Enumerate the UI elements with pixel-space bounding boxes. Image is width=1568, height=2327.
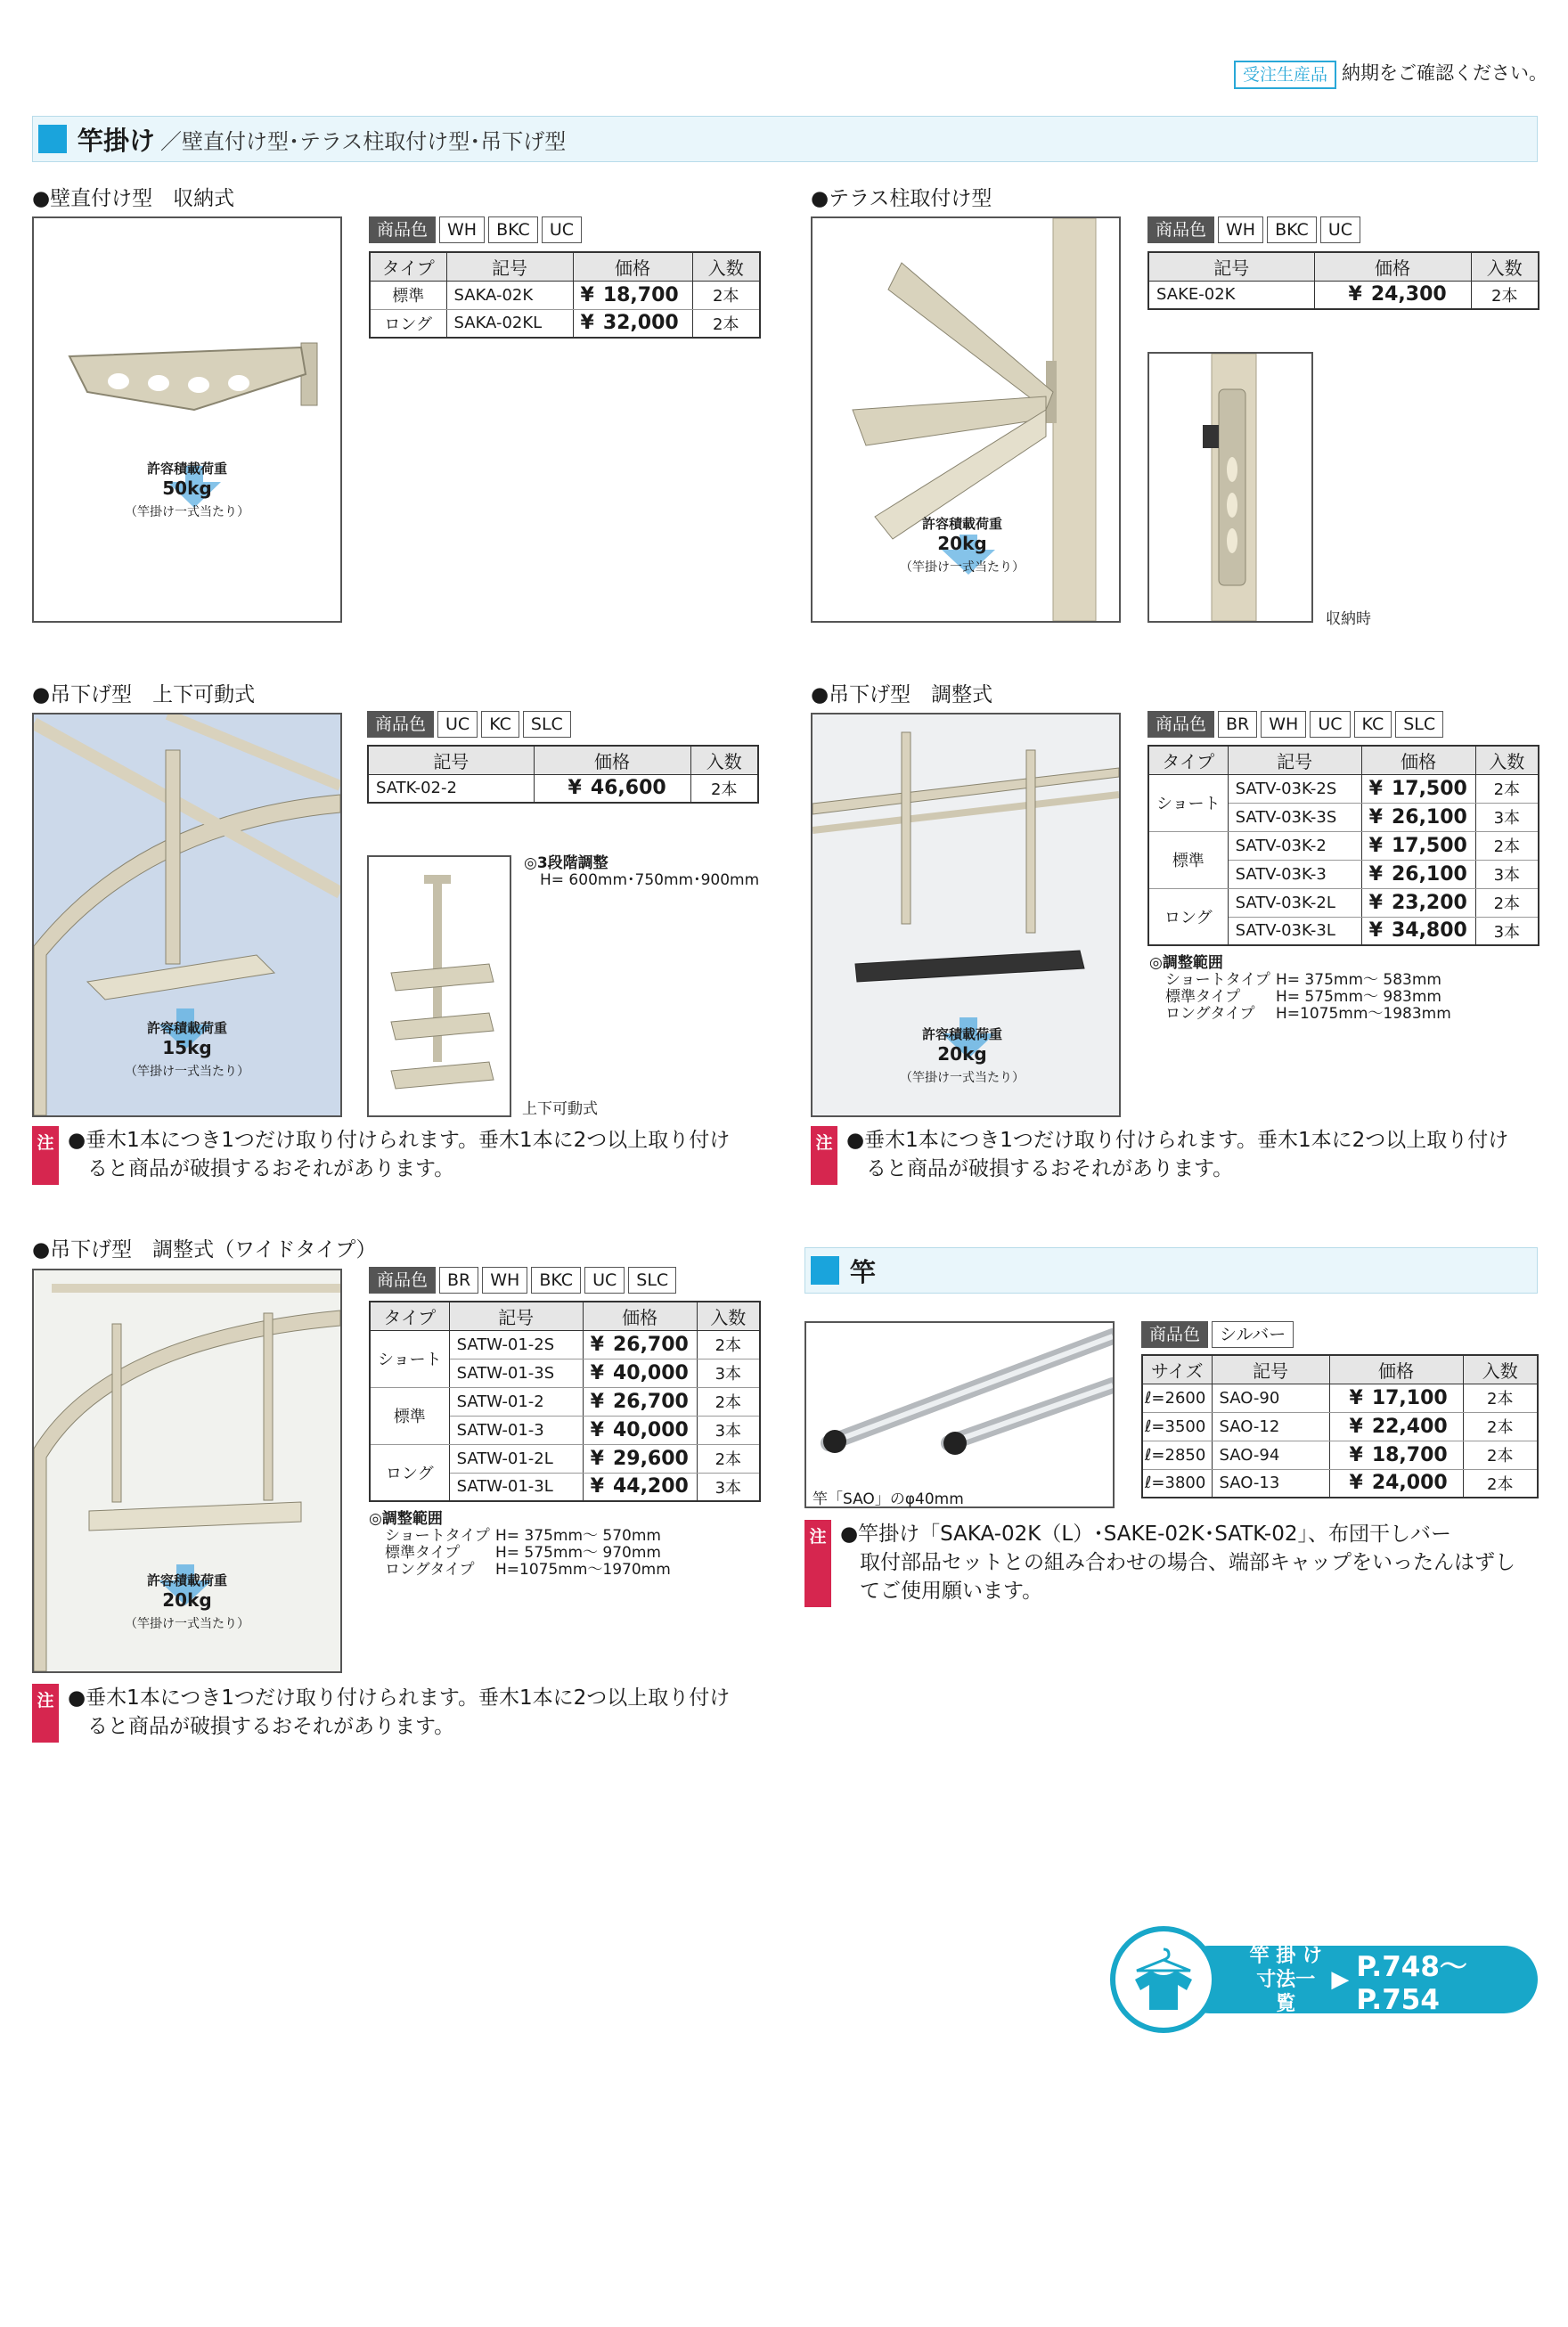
th-qty: 入数 bbox=[692, 252, 760, 281]
table-row bbox=[1142, 1412, 1538, 1441]
cell-code: SATV-03K-3S bbox=[1228, 803, 1361, 831]
cell-price: ¥ 32,000 bbox=[573, 309, 692, 338]
cell-price: ¥ 34,800 bbox=[1361, 917, 1475, 945]
th-qty: 入数 bbox=[1463, 1355, 1538, 1384]
hang-updown-caption: 上下可動式 bbox=[522, 1100, 598, 1118]
color-chip: BKC bbox=[488, 216, 538, 243]
adjust-line: 標準タイプ H= 575mm～ 983mm bbox=[1165, 988, 1441, 1006]
th-qty: 入数 bbox=[1471, 252, 1539, 281]
th-code: 記号 bbox=[446, 252, 573, 281]
color-chip: UC bbox=[1320, 216, 1360, 243]
load-value: 20kg bbox=[162, 1589, 212, 1611]
cell-price: ¥ 18,700 bbox=[1329, 1441, 1463, 1469]
table-row bbox=[1142, 1384, 1538, 1412]
cell-code: SATW-01-2 bbox=[449, 1387, 583, 1416]
section-title: 竿 bbox=[850, 1256, 877, 1287]
cell-code: SATW-01-2L bbox=[449, 1444, 583, 1473]
table-row bbox=[1142, 1441, 1538, 1469]
wall-price-table bbox=[369, 251, 761, 339]
wall-bracket-illustration bbox=[34, 218, 340, 621]
cell-qty: 3本 bbox=[1475, 860, 1539, 888]
cell-code: SAKA-02KL bbox=[446, 309, 573, 338]
order-badge: 受注生産品 bbox=[1234, 61, 1336, 89]
caution-tag: 注 bbox=[32, 1126, 59, 1185]
section-square-icon bbox=[38, 125, 67, 153]
section-square-icon bbox=[811, 1256, 839, 1285]
table-header-row bbox=[1148, 252, 1539, 281]
wall-title: ●壁直付け型 収納式 bbox=[32, 187, 235, 210]
cell-price: ¥ 17,100 bbox=[1329, 1384, 1463, 1412]
nav-pages: P.748～P.754 bbox=[1356, 1950, 1467, 2016]
th-code: 記号 bbox=[1148, 252, 1314, 281]
stored-caption: 収納時 bbox=[1326, 610, 1371, 628]
cell-price: ¥ 26,700 bbox=[583, 1387, 697, 1416]
cell-code: SATV-03K-3L bbox=[1228, 917, 1361, 945]
cell-price: ¥ 26,100 bbox=[1361, 860, 1475, 888]
color-chip: KC bbox=[1354, 711, 1392, 738]
hang-adjust-title: ●吊下げ型 調整式 bbox=[811, 683, 993, 706]
nav-label: 竿 掛 け 寸法一覧 bbox=[1249, 1944, 1322, 2015]
th-type: タイプ bbox=[1148, 746, 1228, 774]
cell-type: ショート bbox=[1148, 774, 1228, 831]
cell-code: SAKA-02K bbox=[446, 281, 573, 309]
load-value: 20kg bbox=[937, 1043, 987, 1065]
cell-type: ロング bbox=[1148, 888, 1228, 945]
caution-tag: 注 bbox=[32, 1684, 59, 1743]
cell-price: ¥ 23,200 bbox=[1361, 888, 1475, 917]
cell-price: ¥ 24,300 bbox=[1314, 281, 1471, 309]
th-price: 価格 bbox=[573, 252, 692, 281]
table-row bbox=[370, 281, 760, 309]
table-row bbox=[370, 1330, 760, 1359]
cell-code: SAO-12 bbox=[1212, 1412, 1329, 1441]
th-qty: 入数 bbox=[690, 746, 758, 774]
color-chip: BR bbox=[1218, 711, 1257, 738]
table-row bbox=[1148, 774, 1539, 803]
cell-qty: 3本 bbox=[697, 1416, 760, 1444]
pole-photo bbox=[804, 1321, 1115, 1508]
cell-price: ¥ 26,100 bbox=[1361, 803, 1475, 831]
cell-type: ショート bbox=[370, 1330, 449, 1387]
th-code: 記号 bbox=[1228, 746, 1361, 774]
load-value: 50kg bbox=[162, 478, 212, 499]
adjust-line: ロングタイプ H=1075mm～1970mm bbox=[385, 1561, 671, 1579]
cell-type: ロング bbox=[370, 1444, 449, 1501]
th-price: 価格 bbox=[1361, 746, 1475, 774]
th-price: 価格 bbox=[1329, 1355, 1463, 1384]
th-size: サイズ bbox=[1142, 1355, 1212, 1384]
cell-qty: 3本 bbox=[697, 1359, 760, 1387]
cell-qty: 2本 bbox=[692, 281, 760, 309]
table-header-row bbox=[370, 252, 760, 281]
color-chip: UC bbox=[437, 711, 478, 738]
hang-updown-price-table bbox=[367, 745, 759, 804]
adjust-head: ◎3段階調整 bbox=[524, 854, 608, 872]
table-row bbox=[368, 774, 758, 803]
colors-label: 商品色 bbox=[1141, 1321, 1208, 1348]
th-price: 価格 bbox=[1314, 252, 1471, 281]
caution-text: ●垂木1本につき1つだけ取り付けられます。垂木1本に2つ以上取り付け ると商品が破損するおそれがあります。 bbox=[68, 1129, 731, 1180]
th-code: 記号 bbox=[368, 746, 534, 774]
adjust-head: ◎調整範囲 bbox=[369, 1510, 443, 1528]
terrace-stored-photo bbox=[1147, 352, 1313, 623]
table-row bbox=[1148, 281, 1539, 309]
hang-updown-diagram-photo bbox=[367, 855, 511, 1117]
hang-wide-title: ●吊下げ型 調整式（ワイドタイプ） bbox=[32, 1238, 377, 1261]
cell-price: ¥ 22,400 bbox=[1329, 1412, 1463, 1441]
th-qty: 入数 bbox=[697, 1302, 760, 1330]
cell-code: SATW-01-3L bbox=[449, 1473, 583, 1501]
color-chip: SLC bbox=[523, 711, 571, 738]
cell-size: ℓ=3800 bbox=[1142, 1469, 1212, 1498]
section-header-rod-hanger bbox=[32, 116, 1538, 162]
load-value: 20kg bbox=[937, 533, 987, 554]
color-chip: BKC bbox=[531, 1267, 581, 1294]
table-header-row bbox=[1142, 1355, 1538, 1384]
cell-type: 標準 bbox=[1148, 831, 1228, 888]
cell-code: SAO-90 bbox=[1212, 1384, 1329, 1412]
cell-code: SATV-03K-3 bbox=[1228, 860, 1361, 888]
colors-label: 商品色 bbox=[369, 1267, 436, 1294]
cell-code: SATW-01-2S bbox=[449, 1330, 583, 1359]
cell-price: ¥ 17,500 bbox=[1361, 774, 1475, 803]
color-chip: UC bbox=[1310, 711, 1350, 738]
colors-label: 商品色 bbox=[1147, 216, 1214, 243]
cell-qty: 3本 bbox=[1475, 917, 1539, 945]
th-code: 記号 bbox=[1212, 1355, 1329, 1384]
terrace-price-table bbox=[1147, 251, 1539, 310]
color-chip: シルバー bbox=[1212, 1321, 1294, 1348]
cell-price: ¥ 40,000 bbox=[583, 1416, 697, 1444]
th-code: 記号 bbox=[449, 1302, 583, 1330]
color-chip: WH bbox=[482, 1267, 527, 1294]
cell-code: SATW-01-3 bbox=[449, 1416, 583, 1444]
table-row bbox=[370, 1387, 760, 1416]
shirt-icon-circle bbox=[1110, 1926, 1217, 2033]
terrace-title: ●テラス柱取付け型 bbox=[811, 187, 992, 210]
caution-tag: 注 bbox=[804, 1520, 831, 1607]
hang-wide-load bbox=[89, 1571, 285, 1632]
adjust-line: ショートタイプ H= 375mm～ 570mm bbox=[385, 1527, 661, 1545]
cell-qty: 3本 bbox=[697, 1473, 760, 1501]
cell-qty: 2本 bbox=[1463, 1412, 1538, 1441]
hang-updown-title: ●吊下げ型 上下可動式 bbox=[32, 683, 256, 706]
hang-wide-color-chips bbox=[369, 1267, 676, 1294]
cell-price: ¥ 24,000 bbox=[1329, 1469, 1463, 1498]
section-title: 竿掛け bbox=[78, 125, 156, 156]
hang-adjust-range bbox=[1149, 955, 1451, 1023]
hang-adjust-price-table bbox=[1147, 745, 1539, 946]
adjust-text: H= 600mm･750mm･900mm bbox=[540, 871, 760, 889]
hang-adjust-color-chips bbox=[1147, 711, 1443, 738]
cell-price: ¥ 44,200 bbox=[583, 1473, 697, 1501]
load-label: 許容積載荷重 bbox=[146, 461, 227, 477]
load-label: 許容積載荷重 bbox=[921, 516, 1002, 532]
section-header-pole bbox=[804, 1247, 1538, 1294]
load-label: 許容積載荷重 bbox=[921, 1026, 1002, 1042]
table-row bbox=[1142, 1469, 1538, 1498]
cell-price: ¥ 46,600 bbox=[534, 774, 690, 803]
adjust-line: 標準タイプ H= 575mm～ 970mm bbox=[385, 1544, 661, 1562]
terrace-color-chips bbox=[1147, 216, 1360, 243]
terrace-stored-illustration bbox=[1149, 354, 1311, 621]
caution-text: ●竿掛け「SAKA-02K（L）･SAKE-02K･SATK-02」、布団干しバー 取付部品セットとの組み合わせの場合、端部キャップをいったんはずし てご使用願います。 bbox=[840, 1523, 1515, 1603]
cell-qty: 2本 bbox=[1471, 281, 1539, 309]
cell-code: SAKE-02K bbox=[1148, 281, 1314, 309]
color-chip: BR bbox=[439, 1267, 478, 1294]
terrace-load bbox=[864, 514, 1060, 576]
cell-code: SATV-03K-2 bbox=[1228, 831, 1361, 860]
cell-code: SATV-03K-2S bbox=[1228, 774, 1361, 803]
hang-updown-color-chips bbox=[367, 711, 571, 738]
colors-label: 商品色 bbox=[1147, 711, 1214, 738]
cell-size: ℓ=2850 bbox=[1142, 1441, 1212, 1469]
load-note: （竿掛け一式当たり） bbox=[900, 1071, 1025, 1085]
cell-code: SAO-13 bbox=[1212, 1469, 1329, 1498]
cell-type: 標準 bbox=[370, 281, 446, 309]
cell-type: 標準 bbox=[370, 1387, 449, 1444]
colors-label: 商品色 bbox=[367, 711, 434, 738]
color-chip: WH bbox=[439, 216, 485, 243]
cell-price: ¥ 17,500 bbox=[1361, 831, 1475, 860]
color-chip: SLC bbox=[628, 1267, 676, 1294]
cell-code: SATW-01-3S bbox=[449, 1359, 583, 1387]
cell-code: SAO-94 bbox=[1212, 1441, 1329, 1469]
cell-code: SATV-03K-2L bbox=[1228, 888, 1361, 917]
th-qty: 入数 bbox=[1475, 746, 1539, 774]
th-price: 価格 bbox=[534, 746, 690, 774]
cell-qty: 2本 bbox=[697, 1444, 760, 1473]
cell-qty: 2本 bbox=[1475, 831, 1539, 860]
color-chip: SLC bbox=[1395, 711, 1443, 738]
table-row bbox=[1148, 831, 1539, 860]
shirt-icon bbox=[1128, 1944, 1199, 2015]
hang-adjust-caution bbox=[811, 1126, 1550, 1185]
load-label: 許容積載荷重 bbox=[146, 1572, 227, 1588]
th-price: 価格 bbox=[583, 1302, 697, 1330]
cell-type: ロング bbox=[370, 309, 446, 338]
table-row bbox=[370, 1444, 760, 1473]
hang-wide-price-table bbox=[369, 1301, 761, 1502]
color-chip: UC bbox=[584, 1267, 625, 1294]
cell-qty: 2本 bbox=[1463, 1384, 1538, 1412]
pole-illustration bbox=[806, 1323, 1113, 1506]
table-row bbox=[1148, 888, 1539, 917]
adjust-head: ◎調整範囲 bbox=[1149, 954, 1223, 972]
cell-qty: 2本 bbox=[1475, 774, 1539, 803]
wall-color-chips bbox=[369, 216, 582, 243]
arrow-right-icon: ▶ bbox=[1331, 1966, 1350, 1993]
pole-photo-caption: 竿「SAO」のφ40mm bbox=[813, 1490, 964, 1508]
table-header-row bbox=[368, 746, 758, 774]
cell-qty: 2本 bbox=[690, 774, 758, 803]
cell-qty: 2本 bbox=[1475, 888, 1539, 917]
hang-adjust-load bbox=[864, 1025, 1060, 1086]
load-note: （竿掛け一式当たり） bbox=[125, 505, 249, 519]
color-chip: KC bbox=[481, 711, 519, 738]
pole-caution bbox=[804, 1520, 1544, 1607]
hang-updown-load bbox=[89, 1018, 285, 1080]
hang-wide-caution bbox=[32, 1684, 772, 1743]
hang-updown-adjust bbox=[524, 855, 759, 889]
cell-size: ℓ=3500 bbox=[1142, 1412, 1212, 1441]
cell-size: ℓ=2600 bbox=[1142, 1384, 1212, 1412]
color-chip: WH bbox=[1218, 216, 1263, 243]
cell-qty: 2本 bbox=[697, 1387, 760, 1416]
load-note: （竿掛け一式当たり） bbox=[125, 1617, 249, 1631]
dimension-list-link[interactable] bbox=[1176, 1944, 1538, 2016]
adjust-line: ロングタイプ H=1075mm～1983mm bbox=[1165, 1005, 1451, 1023]
cell-qty: 2本 bbox=[692, 309, 760, 338]
section-subtitle: ／壁直付け型･テラス柱取付け型･吊下げ型 bbox=[160, 128, 567, 154]
wall-photo bbox=[32, 216, 342, 623]
hang-wide-range bbox=[369, 1511, 671, 1579]
table-row bbox=[370, 309, 760, 338]
th-type: タイプ bbox=[370, 1302, 449, 1330]
color-chip: BKC bbox=[1267, 216, 1317, 243]
pole-price-table bbox=[1141, 1354, 1539, 1498]
wall-load bbox=[89, 459, 285, 520]
load-value: 15kg bbox=[162, 1037, 212, 1058]
cell-qty: 2本 bbox=[1463, 1469, 1538, 1498]
cell-price: ¥ 40,000 bbox=[583, 1359, 697, 1387]
table-header-row bbox=[370, 1302, 760, 1330]
colors-label: 商品色 bbox=[369, 216, 436, 243]
pole-color-chips bbox=[1141, 1321, 1294, 1348]
hang-updown-diagram bbox=[369, 857, 510, 1115]
cell-qty: 2本 bbox=[697, 1330, 760, 1359]
cell-price: ¥ 26,700 bbox=[583, 1330, 697, 1359]
caution-text: ●垂木1本につき1つだけ取り付けられます。垂木1本に2つ以上取り付け ると商品が破損するおそれがあります。 bbox=[68, 1686, 731, 1738]
caution-tag: 注 bbox=[811, 1126, 837, 1185]
caution-text: ●垂木1本につき1つだけ取り付けられます。垂木1本に2つ以上取り付け ると商品が破損するおそれがあります。 bbox=[846, 1129, 1509, 1180]
color-chip: WH bbox=[1261, 711, 1306, 738]
load-note: （竿掛け一式当たり） bbox=[125, 1065, 249, 1079]
cell-price: ¥ 18,700 bbox=[573, 281, 692, 309]
cell-qty: 3本 bbox=[1475, 803, 1539, 831]
hang-updown-caution bbox=[32, 1126, 772, 1185]
th-type: タイプ bbox=[370, 252, 446, 281]
order-note: 納期をご確認ください。 bbox=[1342, 62, 1548, 84]
load-note: （竿掛け一式当たり） bbox=[900, 560, 1025, 575]
load-label: 許容積載荷重 bbox=[146, 1020, 227, 1036]
cell-qty: 2本 bbox=[1463, 1441, 1538, 1469]
cell-price: ¥ 29,600 bbox=[583, 1444, 697, 1473]
color-chip: UC bbox=[542, 216, 582, 243]
cell-code: SATK-02-2 bbox=[368, 774, 534, 803]
table-header-row bbox=[1148, 746, 1539, 774]
adjust-line: ショートタイプ H= 375mm～ 583mm bbox=[1165, 971, 1441, 989]
